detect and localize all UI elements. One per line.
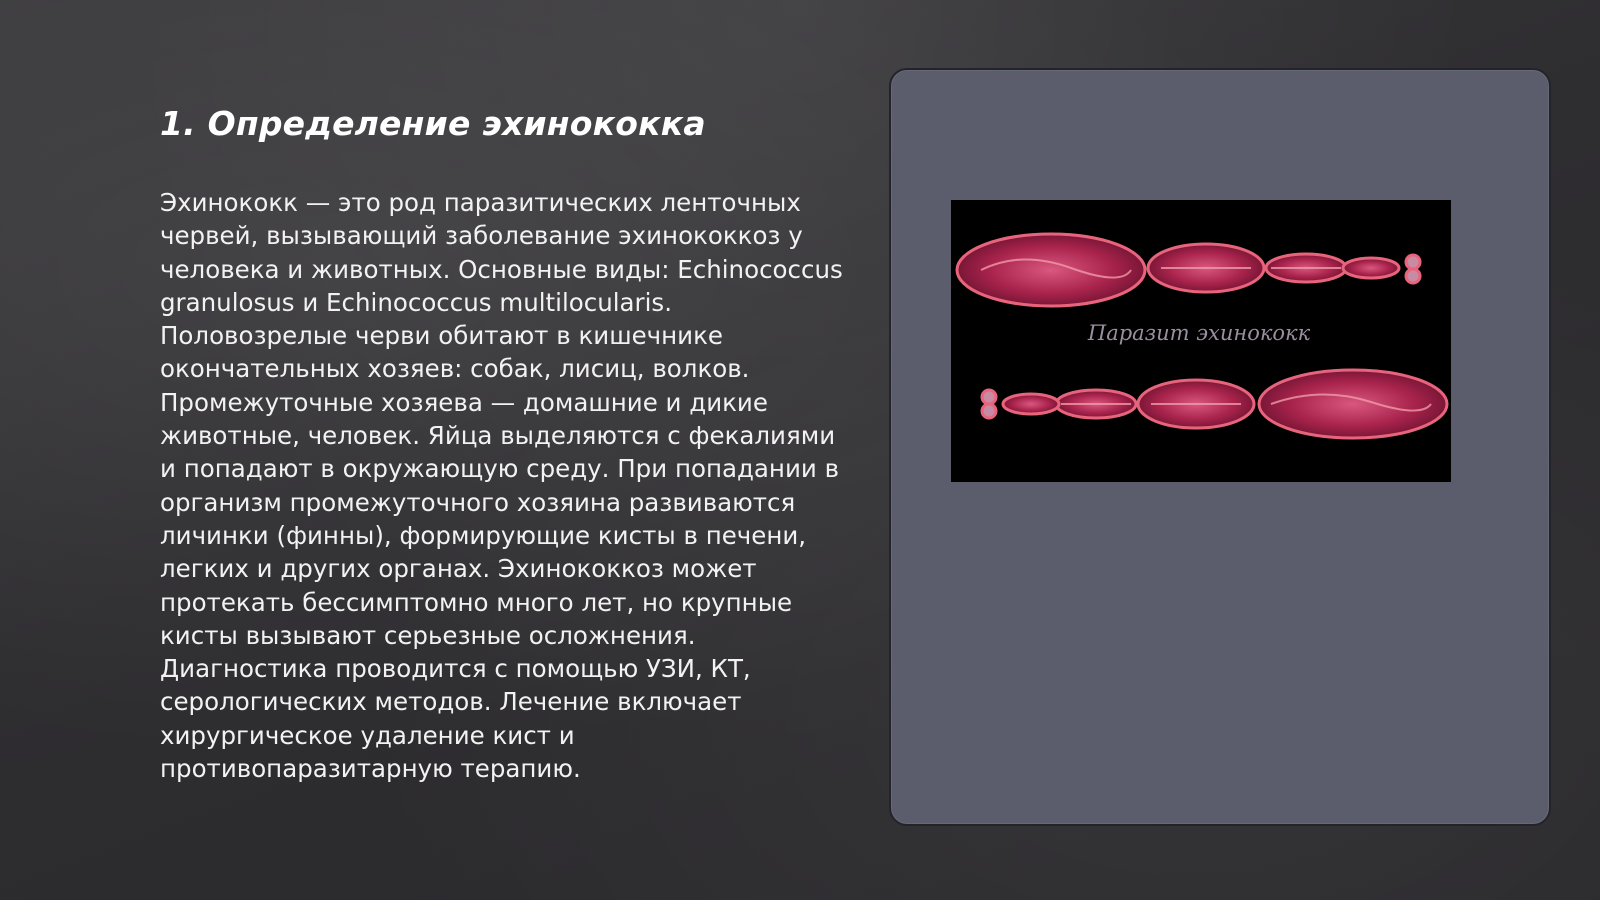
image-card: [889, 68, 1551, 826]
slide-body-text: Эхинококк — это род паразитических ленточных червей, вызывающий заболевание эхинококкоз у человека и животных. Основные виды: Echinococcus granulosus и Echinococcus multilocularis. Половозрелые черви обитают в кишечнике окончательных хозяев: собак, лисиц, волков. Промежуточные хозяева — домашние и дикие животные, человек. Яйца выделяются с фекалиями и попадают в окружающую среду. При попадании в организм промежуточного хозяина развиваются личинки (финны), формирующие кисты в печени, легких и других органах. Эхинококкоз может протекать бессимптомно много лет, но крупные кисты вызывают серьезные осложнения. Диагностика проводится с помощью УЗИ, КТ, серологических методов. Лечение включает хирургическое удаление кист и противопаразитарную терапию.: [160, 188, 843, 784]
slide-title: 1. Определение эхинококка: [160, 104, 706, 143]
echinococcus-illustration: [951, 200, 1451, 482]
image-caption: Паразит эхинококк: [1087, 321, 1311, 345]
